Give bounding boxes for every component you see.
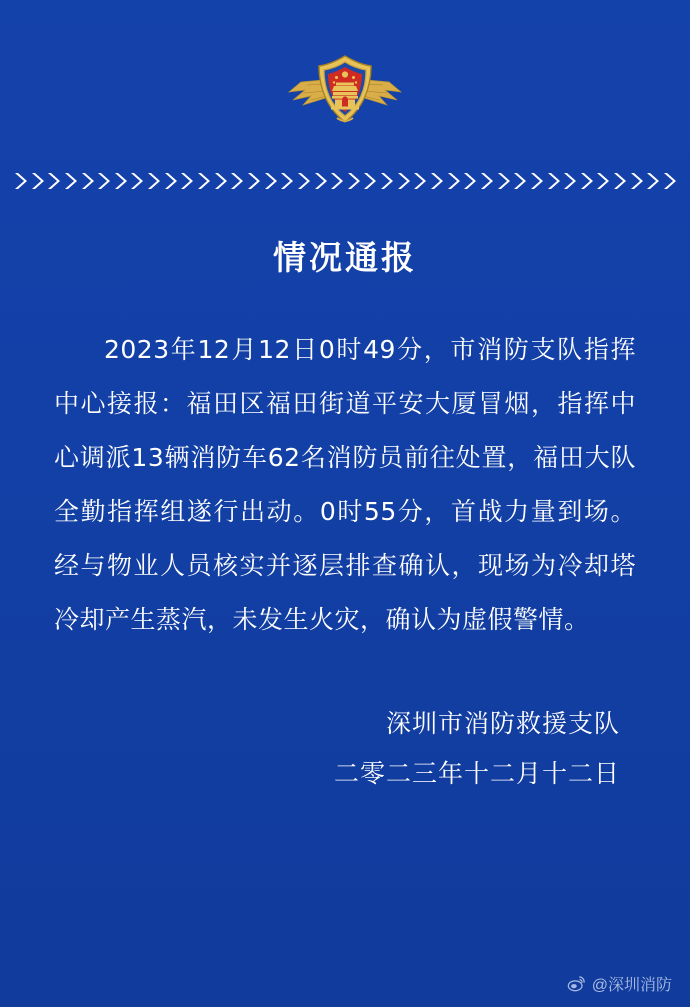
- chevron-icon: [197, 172, 210, 190]
- emblem-container: [0, 0, 690, 134]
- chevron-icon: [31, 172, 44, 190]
- chevron-icon: [164, 172, 177, 190]
- chevron-icon: [646, 172, 659, 190]
- chevron-icon: [513, 172, 526, 190]
- chevron-icon: [230, 172, 243, 190]
- chevron-icon: [547, 172, 560, 190]
- chevron-icon: [497, 172, 510, 190]
- chevron-icon: [397, 172, 410, 190]
- chevron-icon: [280, 172, 293, 190]
- chevron-row: [14, 172, 676, 190]
- chevron-row-divider: [0, 164, 690, 198]
- signature-date: 二零二三年十二月十二日: [333, 759, 620, 788]
- chevron-icon: [264, 172, 277, 190]
- signature-organization: 深圳市消防救援支队: [385, 709, 620, 738]
- chevron-icon: [47, 172, 60, 190]
- chevron-icon: [114, 172, 127, 190]
- chevron-icon: [297, 172, 310, 190]
- notice-body-paragraph: 2023年12月12日0时49分，市消防支队指挥中心接报：福田区福田街道平安大厦冒烟，指挥中心调派13辆消防车62名消防员前往处置，福田大队全勤指挥组遂行出动。0时55分，首战力量到场。经与物业人员核实并逐层排查确认，现场为冷却塔冷却产生蒸汽，未发生火灾，确认为虚假警情。: [54, 335, 636, 634]
- chevron-icon: [480, 172, 493, 190]
- china-police-emblem-icon: [285, 48, 405, 134]
- chevron-icon: [563, 172, 576, 190]
- chevron-icon: [530, 172, 543, 190]
- chevron-icon: [347, 172, 360, 190]
- signature-block: [0, 699, 620, 799]
- chevron-icon: [413, 172, 426, 190]
- chevron-icon: [147, 172, 160, 190]
- chevron-icon: [81, 172, 94, 190]
- chevron-icon: [247, 172, 260, 190]
- chevron-icon: [64, 172, 77, 190]
- watermark: [567, 972, 672, 995]
- chevron-icon: [180, 172, 193, 190]
- chevron-icon: [330, 172, 343, 190]
- chevron-icon: [314, 172, 327, 190]
- page-title: 情况通报: [273, 238, 417, 277]
- chevron-icon: [14, 172, 27, 190]
- chevron-icon: [596, 172, 609, 190]
- notice-body: [54, 323, 636, 647]
- chevron-icon: [663, 172, 676, 190]
- chevron-icon: [613, 172, 626, 190]
- chevron-icon: [130, 172, 143, 190]
- chevron-icon: [430, 172, 443, 190]
- chevron-icon: [214, 172, 227, 190]
- chevron-icon: [463, 172, 476, 190]
- chevron-icon: [447, 172, 460, 190]
- chevron-icon: [580, 172, 593, 190]
- chevron-icon: [363, 172, 376, 190]
- chevron-icon: [380, 172, 393, 190]
- weibo-icon: [567, 974, 586, 993]
- chevron-icon: [630, 172, 643, 190]
- chevron-icon: [97, 172, 110, 190]
- watermark-label: @深圳消防: [591, 977, 672, 994]
